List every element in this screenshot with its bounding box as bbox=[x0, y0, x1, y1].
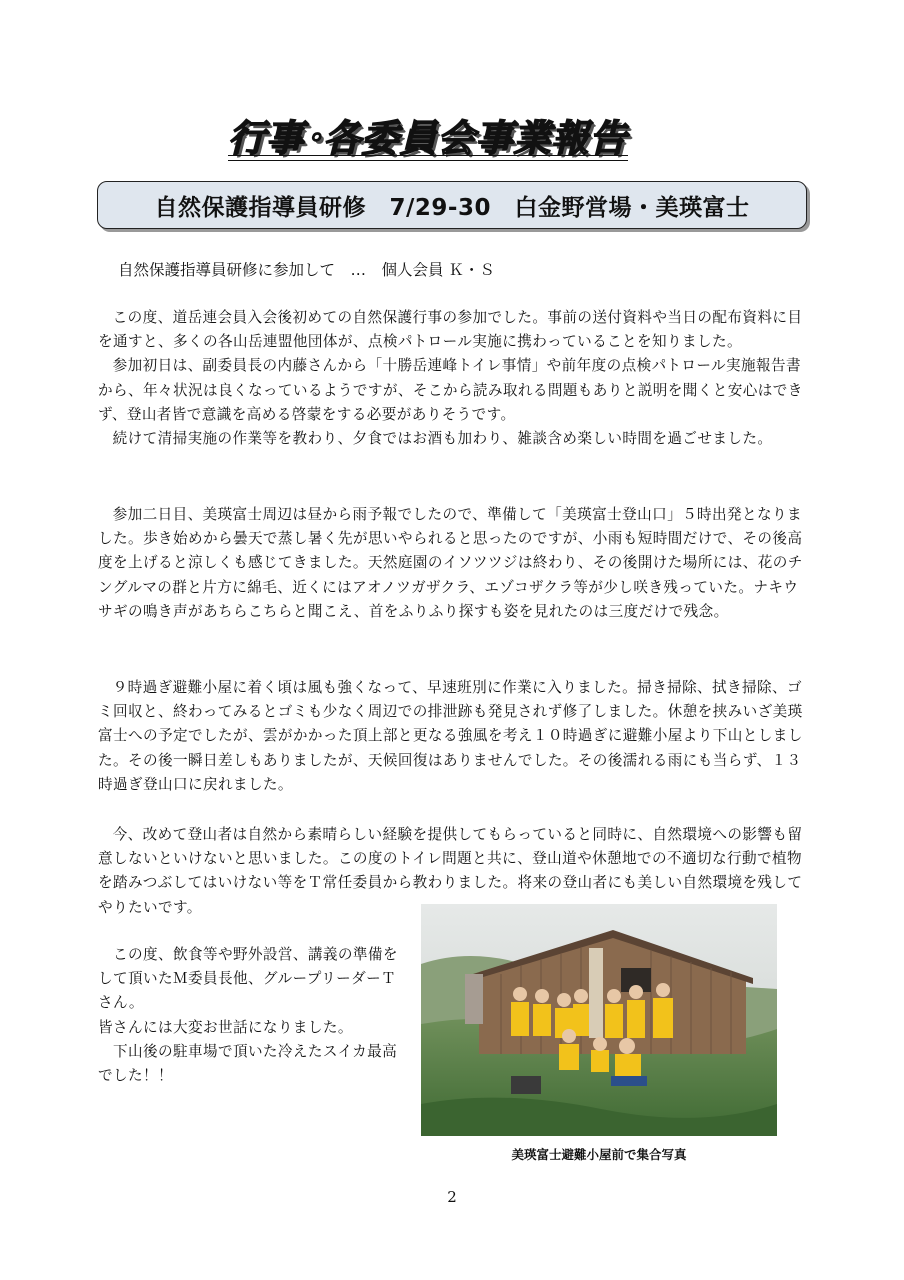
paragraph: 今、改めて登山者は自然から素晴らしい経験を提供してもらっていると同時に、自然環境への影響も留意しないといけないと思いました。この度のトイレ問題と共に、登山道や休憩地での不適切な行動で植物を踏みつぶしてはいけない等をＴ常任委員から教わりました。将来の登山者にも美しい自然環境を残してやりたいです。 bbox=[98, 826, 803, 916]
section-title: 行事･各委員会事業報告 bbox=[228, 117, 628, 160]
closing-remarks bbox=[98, 943, 398, 1088]
paragraph: 参加初日は、副委員長の内藤さんから「十勝岳連峰トイレ事情」や前年度の点検パトロール実施報告書から、年々状況は良くなっているようですが、そこから読み取れる問題もありと説明を聞くと安心はできず、登山者皆で意識を高める啓蒙をする必要がありそうです。 bbox=[98, 357, 803, 423]
paragraph: 続けて清掃実施の作業等を教わり、夕食ではお酒も加わり、雑談含め楽しい時間を過ごせました。 bbox=[112, 430, 773, 448]
paragraph: この度、道岳連会員入会後初めての自然保護行事の参加でした。事前の送付資料や当日の配布資料に目を通すと、多くの各山岳連盟他団体が、点検パトロール実施に携わっていることを知りました。 bbox=[98, 309, 803, 351]
article-body-work bbox=[98, 676, 804, 797]
article-body-day2 bbox=[98, 503, 804, 624]
closing-line: 皆さんには大変お世話になりました。 bbox=[98, 1018, 353, 1036]
event-banner-text: 自然保護指導員研修 7/29-30 白金野営場・美瑛富士 bbox=[154, 194, 750, 221]
article-body-day1 bbox=[98, 306, 804, 451]
closing-line: この度、飲食等や野外設営、講義の準備をして頂いたＭ委員長他、グループリーダーＴさん。 bbox=[98, 946, 398, 1012]
group-photo bbox=[421, 904, 777, 1136]
title-underline bbox=[228, 155, 628, 156]
paragraph: 参加二日目、美瑛富士周辺は昼から雨予報でしたので、準備して「美瑛富士登山口」５時出発となりました。歩き始めから曇天で蒸し暑く先が思いやられると思ったのですが、小雨も短時間だけで、その後高度を上げると涼しくも感じてきました。天然庭園のイソツツジは終わり、その後開けた場所には、花のチングルマの群と片方に綿毛、近くにはアオノツガザクラ、エゾコザクラ等が少し咲き残っていた。ナキウサギの鳴き声があちらこちらと聞こえ、首をふりふり探すも姿を見れたのは三度だけで残念。 bbox=[98, 506, 803, 620]
page-number: 2 bbox=[447, 1188, 457, 1206]
photo-caption: 美瑛富士避難小屋前で集合写真 bbox=[511, 1147, 687, 1162]
page-header bbox=[228, 108, 628, 158]
event-banner bbox=[97, 181, 807, 229]
article-byline: 自然保護指導員研修に参加して … 個人会員 Ｋ・Ｓ bbox=[118, 261, 495, 279]
closing-line: 下山後の駐車場で頂いた冷えたスイカ最高でした！！ bbox=[98, 1042, 398, 1085]
paragraph: ９時過ぎ避難小屋に着く頃は風も強くなって、早速班別に作業に入りました。掃き掃除、拭き掃除、ゴミ回収と、終わってみるとゴミも少なく周辺での排泄跡も発見されず修了しました。休憩を挟みいざ美瑛富士への予定でしたが、雲がかかった頂上部と更なる強風を考え１０時過ぎに避難小屋より下山としました。その後一瞬日差しもありましたが、天候回復はありませんでした。その後濡れる雨にも当らず、１３時過ぎ登山口に戻れました。 bbox=[98, 679, 803, 793]
title-underline-double bbox=[228, 160, 628, 161]
